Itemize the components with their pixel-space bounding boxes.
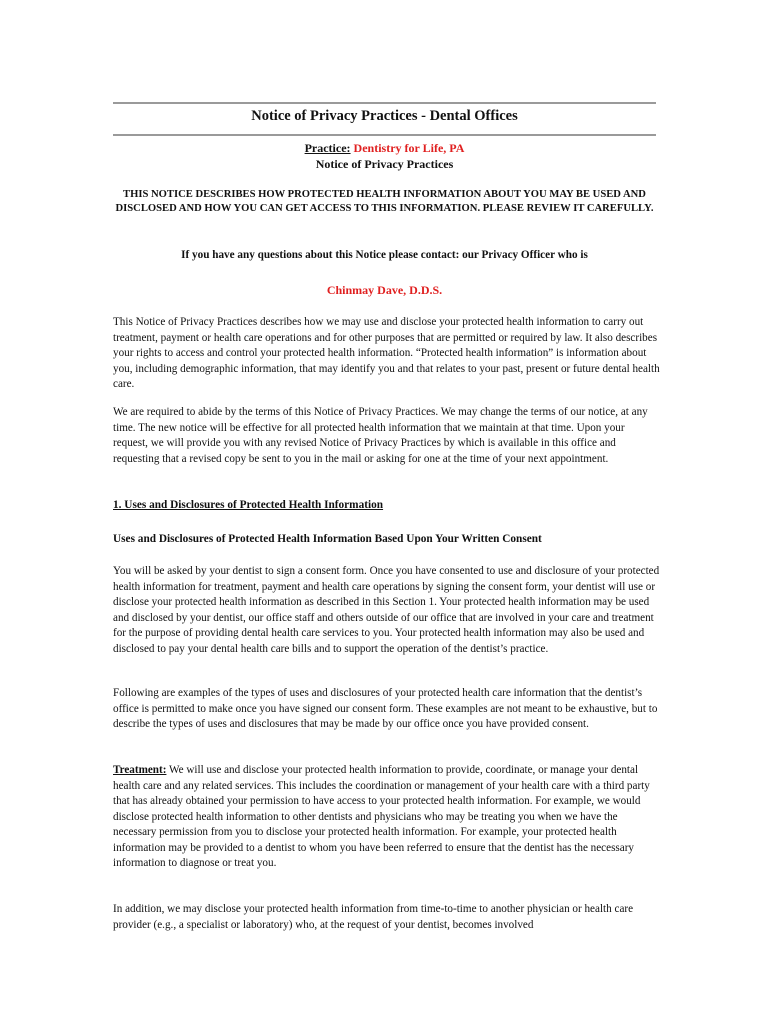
paragraph-addition: In addition, we may disclose your protected health information from time-to-time to another physician or health care provider (e.g., a specialist or laboratory) who, at the request of your dentist, becomes involved: [113, 903, 634, 931]
subtitle: Notice of Privacy Practices: [315, 157, 454, 171]
top-rule: [113, 102, 656, 104]
page-title: Notice of Privacy Practices - Dental Offices: [251, 108, 518, 124]
practice-line: [113, 141, 656, 156]
treatment-text: We will use and disclose your protected health information to provide, coordinate, or manage your dental health care and any related services. This includes the coordination or management of your health care with a third party that has already obtained your permission to have access to your protected health information. For example, we would disclose protected health information to other dentists and physicians who may be treating you when we have the necessary permission from you to disclose your protected health information. For example, your protected health information may be provided to a dentist to whom you have been referred to ensure that the dentist has the necessary information to diagnose or treat you.: [113, 764, 650, 869]
notice-statement: THIS NOTICE DESCRIBES HOW PROTECTED HEALTH INFORMATION ABOUT YOU MAY BE USED AND DISCLOSED AND HOW YOU CAN GET ACCESS TO THIS INFORMATION. PLEASE REVIEW IT CAREFULLY.: [115, 189, 654, 214]
practice-label: Practice:: [304, 141, 351, 155]
paragraph-treatment: [113, 763, 661, 872]
privacy-officer-name: Chinmay Dave, D.D.S.: [326, 283, 443, 297]
section-1-subheading: Uses and Disclosures of Protected Health Information Based Upon Your Written Consent: [113, 533, 542, 545]
questions-line: If you have any questions about this Notice please contact: our Privacy Officer who is: [181, 249, 588, 261]
paragraph-terms: We are required to abide by the terms of this Notice of Privacy Practices. We may change the terms of our notice, at any time. The new notice will be effective for all protected health information that we maintain at that time. Upon your request, we will provide you with any revised Notice of Privacy Practices by which is available in this office and requesting that a revised copy be sent to you in the mail or asking for one at the time of your next appointment.: [113, 406, 648, 465]
section-1-heading: 1. Uses and Disclosures of Protected Health Information: [113, 499, 384, 511]
bottom-rule: [113, 134, 656, 136]
paragraph-intro: This Notice of Privacy Practices describes how we may use and disclose your protected health information to carry out treatment, payment or health care operations and for other purposes that are permitted or required by law. It also describes your rights to access and control your protected health information. “Protected health information” is information about you, including demographic information, that may identify you and that relates to your past, present or future dental health care.: [113, 316, 660, 390]
paragraph-examples: Following are examples of the types of uses and disclosures of your protected health care information that the dentist’s office is permitted to make once you have signed our consent form. These examples are not meant to be exhaustive, but to describe the types of uses and disclosures that may be made by our office once you have provided consent.: [113, 687, 658, 730]
treatment-label: Treatment:: [113, 764, 167, 776]
paragraph-consent: You will be asked by your dentist to sign a consent form. Once you have consented to use and disclosure of your protected health information for treatment, payment and health care operations by signing the consent form, your dentist will use or disclose your protected health information as described in this Section 1. Your protected health information may be used and disclosed by your dentist, our office staff and others outside of our office that are involved in your care and treatment for the purpose of providing dental health care services to you. Your protected health information may also be used and disclosed to pay your dental health care bills and to support the operation of the dentist’s practice.: [113, 565, 660, 655]
practice-name: Dentistry for Life, PA: [353, 141, 465, 155]
